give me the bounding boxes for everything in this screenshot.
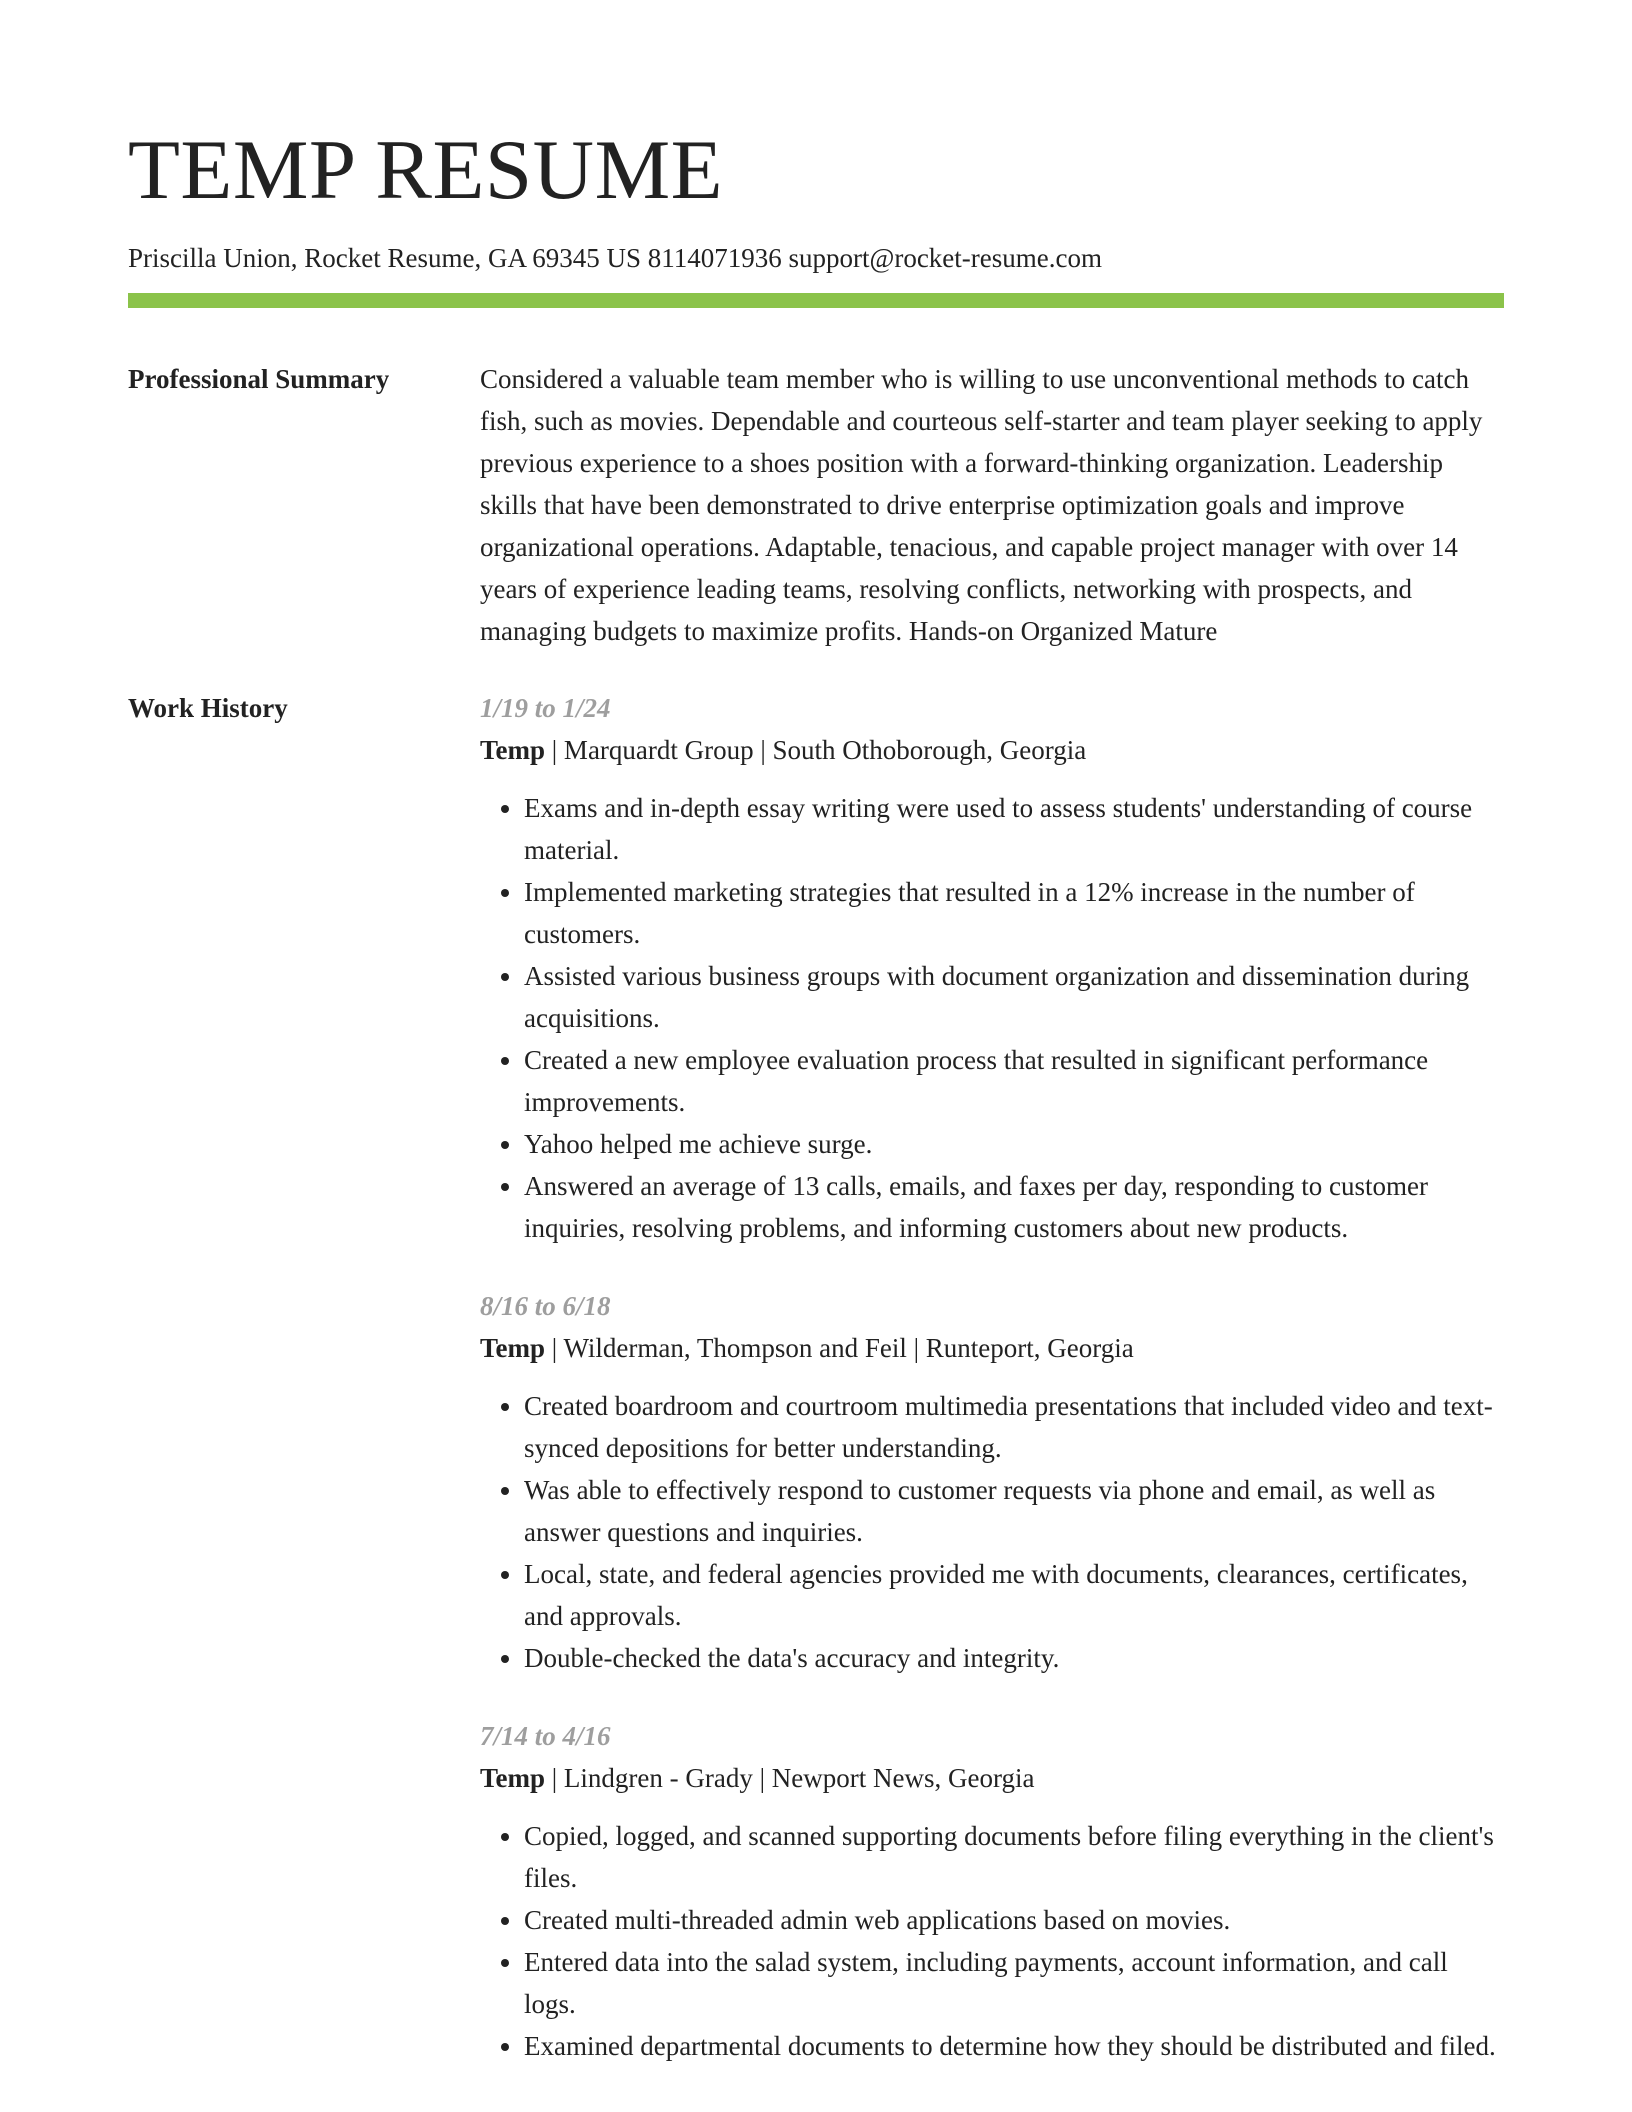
- work-history-list: [480, 687, 1504, 2067]
- job-bullets: [480, 787, 1504, 1249]
- professional-summary-section: [128, 358, 1504, 652]
- job-bullet: • Entered data into the salad system, including payments, account information, and call logs.: [524, 1941, 1504, 2025]
- job-title: Temp: [480, 1333, 546, 1363]
- job-entry: [480, 1715, 1504, 2067]
- job-heading: [480, 1327, 1504, 1369]
- summary-text: Considered a valuable team member who is willing to use unconventional methods to catch fish, such as movies. Dependable and courteous self-starter and team player seeking to apply previous experience to a shoes position with a forward-thinking organization. Leadership skills that have been demonstrated to drive enterprise optimization goals and improve organizational operations. Adaptable, tenacious, and capable project manager with over 14 years of experience leading teams, resolving conflicts, networking with prospects, and managing budgets to maximize profits. Hands-on Organized Mature: [480, 364, 1483, 646]
- job-bullet: • Created multi-threaded admin web applications based on movies.: [524, 1899, 1504, 1941]
- job-heading: [480, 729, 1504, 771]
- job-bullet: • Double-checked the data's accuracy and integrity.: [524, 1637, 1504, 1679]
- job-details: | Marquardt Group | South Othoborough, Georgia: [545, 735, 1087, 765]
- job-bullet: • Exams and in-depth essay writing were used to assess students' understanding of course material.: [524, 787, 1504, 871]
- contact-line: Priscilla Union, Rocket Resume, GA 69345 US 8114071936 support@rocket-resume.com: [128, 243, 1102, 273]
- accent-divider: [128, 293, 1504, 308]
- job-bullet: • Was able to effectively respond to customer requests via phone and email, as well as answer questions and inquiries.: [524, 1469, 1504, 1553]
- job-bullet: • Implemented marketing strategies that resulted in a 12% increase in the number of customers.: [524, 871, 1504, 955]
- job-dates: 1/19 to 1/24: [480, 693, 611, 723]
- resume-title: TEMP RESUME: [128, 123, 724, 217]
- job-heading: [480, 1757, 1504, 1799]
- job-bullets: [480, 1385, 1504, 1679]
- job-dates: 7/14 to 4/16: [480, 1721, 611, 1751]
- job-dates: 8/16 to 6/18: [480, 1291, 611, 1321]
- job-title: Temp: [480, 1763, 546, 1793]
- section-label-summary: Professional Summary: [128, 364, 390, 394]
- job-bullet: • Examined departmental documents to determine how they should be distributed and filed.: [524, 2025, 1504, 2067]
- job-bullet: • Created a new employee evaluation process that resulted in significant performance improvements.: [524, 1039, 1504, 1123]
- job-bullets: [480, 1815, 1504, 2067]
- job-bullet: • Assisted various business groups with document organization and dissemination during acquisitions.: [524, 955, 1504, 1039]
- job-details: | Wilderman, Thompson and Feil | Runteport, Georgia: [545, 1333, 1134, 1363]
- section-label-work-history: Work History: [128, 693, 288, 723]
- job-entry: [480, 687, 1504, 1249]
- job-bullet: • Created boardroom and courtroom multimedia presentations that included video and text-synced depositions for better understanding.: [524, 1385, 1504, 1469]
- job-details: | Lindgren - Grady | Newport News, Georgia: [545, 1763, 1035, 1793]
- job-bullet: • Local, state, and federal agencies provided me with documents, clearances, certificates, and approvals.: [524, 1553, 1504, 1637]
- job-bullet: • Yahoo helped me achieve surge.: [524, 1123, 1504, 1165]
- job-bullet: • Answered an average of 13 calls, emails, and faxes per day, responding to customer inquiries, resolving problems, and informing customers about new products.: [524, 1165, 1504, 1249]
- job-bullet: • Copied, logged, and scanned supporting documents before filing everything in the client's files.: [524, 1815, 1504, 1899]
- resume-page: [128, 0, 1504, 2103]
- work-history-section: [128, 687, 1504, 2067]
- job-title: Temp: [480, 735, 546, 765]
- job-entry: [480, 1285, 1504, 1679]
